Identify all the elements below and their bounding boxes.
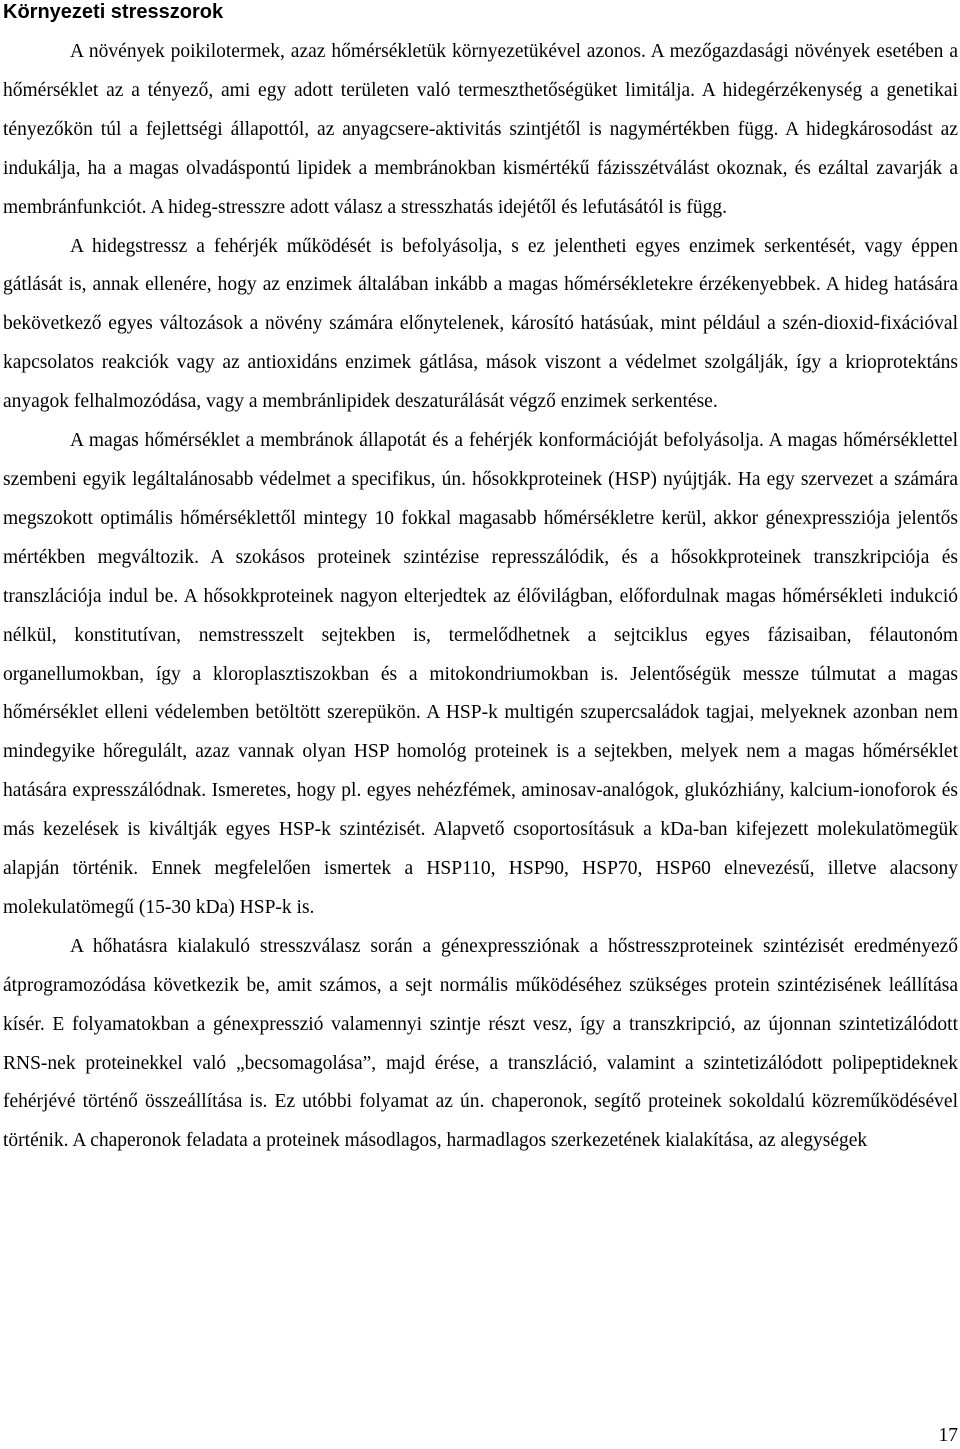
paragraph-cold-protein-effects: A hidegstressz a fehérjék működését is befolyásolja, s ez jelentheti egyes enzimek serkentését, vagy éppen gátlását is, annak ellenére, hogy az enzimek általában inkább a magas hőmérsékletekre érzékenyebbek. A hideg hatására bekövetkező egyes változások a növény számára előnytelenek, károsító hatásúak, mint például a szén-dioxid-fixációval kapcsolatos reakciók vagy az antioxidáns enzimek gátlása, mások viszont a védelmet szolgálják, így a krioprotektáns anyagok felhalmozódása, vagy a membránlipidek deszaturálását végző enzimek serkentése. [3,235,958,413]
paragraph-heat-stress-response: A hőhatásra kialakuló stresszválasz során a génexpressziónak a hőstresszproteinek szintézisét eredményező átprogramozódása következik be, amit számos, a sejt normális működéséhez szükséges protein szintézisének leállítása kísér. E folyamatokban a génexpresszió valamennyi szintje részt vesz, így a transzkripció, az újonnan szintetizálódott RNS-nek proteinekkel való „becsomagolása”, majd érése, a transzláció, valamint a szintetizálódott polipeptideknek fehérjévé történő összeállítása is. Ez utóbbi folyamat az ún. chaperonok, segítő proteinek sokoldalú közreműködésével történik. A chaperonok feladata a proteinek másodlagos, harmadlagos szerkezetének kialakítása, az alegységek [3,935,958,1152]
page-number: 17 [938,1425,958,1446]
section-heading: Környezeti stresszorok [3,1,224,23]
paragraph-cold-stress: A növények poikilotermek, azaz hőmérsékletük környezetükével azonos. A mezőgazdasági növények esetében a hőmérséklet az a tényező, ami egy adott területen való termeszthetőségüket limitálja. A hidegérzékenység a genetikai tényezőkön túl a fejlettségi állapottól, az anyagcsere-aktivitás szintjétől is nagymértékben függ. A hidegkárosodást az indukálja, ha a magas olvadáspontú lipidek a membránokban kismértékű fázisszétválást okoznak, és ezáltal zavarják a membránfunkciót. A hideg-stresszre adott válasz a stresszhatás idejétől és lefutásától is függ. [3,41,958,218]
body-text [3,33,958,1161]
paragraph-heat-shock-proteins: A magas hőmérséklet a membránok állapotát és a fehérjék konformációját befolyásolja. A magas hőmérséklettel szembeni egyik legáltalánosabb védelmet a specifikus, ún. hősokkproteinek (HSP) nyújtják. Ha egy szervezet a számára megszokott optimális hőmérséklettől mintegy 10 fokkal magasabb hőmérsékletre kerül, akkor génexpressziója jelentős mértékben megváltozik. A szokásos proteinek szintézise represszálódik, és a hősokkproteinek transzkripciója és transzlációja indul be. A hősokkproteinek nagyon elterjedtek az élővilágban, előfordulnak magas hőmérsékleti indukció nélkül, konstitutívan, nemstresszelt sejtekben is, termelődhetnek a sejtciklus egyes fázisaiban, félautonóm organellumokban, így a kloroplasztiszokban és a mitokondriumokban is. Jelentőségük messze túlmutat a magas hőmérséklet elleni védelemben betöltött szerepükön. A HSP-k multigén szupercsaládok tagjai, melyeknek azonban nem mindegyike hőregulált, azaz vannak olyan HSP homológ proteinek is a sejtekben, melyek nem a magas hőmérséklet hatására expresszálódnak. Ismeretes, hogy pl. egyes nehézfémek, aminosav-analógok, glukózhiány, kalcium-ionoforok és más kezelések is kiváltják egyes HSP-k szintézisét. Alapvető csoportosításuk a kDa-ban kifejezett molekulatömegük alapján történik. Ennek megfelelően ismertek a HSP110, HSP90, HSP70, HSP60 elnevezésű, illetve alacsony molekulatömegű (15-30 kDa) HSP-k is. [3,430,958,918]
